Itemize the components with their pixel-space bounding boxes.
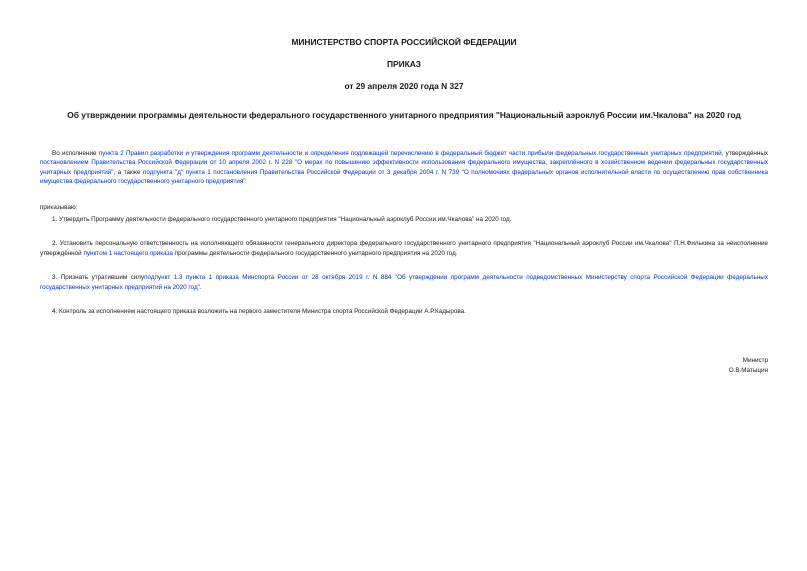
item-3-text-1: 3. Признать утратившим силу	[52, 274, 145, 282]
signature-position: Министр	[742, 357, 768, 365]
link-order-884[interactable]: подпункт 1.3 пункта 1 приказа Минспорта России от 28 октября 2019 г. N 884 "Об утверждении программ деятельности подведомственных Министерству спорта Российской Федерации федеральных государственных унитарных предприятий на 2020 год"	[40, 274, 768, 291]
item-1-text: 1. Утвердить Программу деятельности федерального государственного унитарного предприятия "Национальный аэроклуб России им.Чкалова" на 2020 год.	[52, 216, 512, 224]
intro-text-1: Во исполнение	[52, 150, 99, 157]
intro-paragraph	[40, 149, 768, 187]
document-date-number: от 29 апреля 2020 года N 327	[344, 81, 464, 91]
order-item-4	[40, 307, 768, 316]
intro-text-3: , а также	[113, 168, 143, 176]
document-type: ПРИКАЗ	[386, 59, 422, 69]
link-rules-point-2[interactable]: пункта 2 Правил разработки и утверждения программ деятельности и определения подлежащей перечислению в федеральный бюджет части прибыли федеральных государственных унитарных предприятий	[98, 150, 722, 157]
order-item-1	[40, 215, 768, 224]
order-word: приказываю:	[40, 203, 78, 211]
order-item-3	[40, 273, 768, 292]
signature-name: О.В.Матыцин	[728, 367, 768, 375]
document-page	[40, 0, 768, 376]
ministry-name: МИНИСТЕРСТВО СПОРТА РОССИЙСКОЙ ФЕДЕРАЦИИ	[291, 37, 517, 47]
intro-text-2: , утверждённых	[721, 150, 769, 157]
document-title: Об утверждении программы деятельности федерального государственного унитарного предприятия "Национальный аэроклуб России им.Чкалова" на 2020 год	[67, 110, 741, 120]
item-2-text-1: 2. Установить персональную ответственность на исполняющего обязанности генерального директора федерального государственного унитарного предприятия "Национальный аэроклуб России им.Чкалова" П.Н.Филькина за неисполнение утверждённой	[40, 240, 768, 257]
link-resolution-739[interactable]: подпункта "д" пункта 1 постановления Правительства Российской Федерации от 3 декабря 2004 г. N 739 "О полномочиях федеральных органов исполнительной власти по осуществлению прав собственника имущества федерального государственного унитарного предприятия"	[40, 168, 768, 186]
item-2-text-2: программы деятельности федерального государственного унитарного предприятия на 2020 год.	[172, 249, 458, 257]
item-3-text-2: .	[199, 283, 202, 291]
item-4-text: 4. Контроль за исполнением настоящего приказа возложить на первого заместителя Министра спорта Российской Федерации А.Р.Кадырова.	[52, 308, 466, 316]
order-item-2	[40, 239, 768, 258]
link-resolution-228[interactable]: постановлением Правительства Российской Федерации от 10 апреля 2002 г. N 228 "О мерах по повышению эффективности использования федерального имущества, закреплённого в хозяйственном ведении федеральных государственных унитарных предприятий"	[40, 159, 768, 176]
link-point-1-this-order[interactable]: пунктом 1 настоящего приказа	[83, 249, 173, 257]
signature-block	[40, 356, 768, 375]
